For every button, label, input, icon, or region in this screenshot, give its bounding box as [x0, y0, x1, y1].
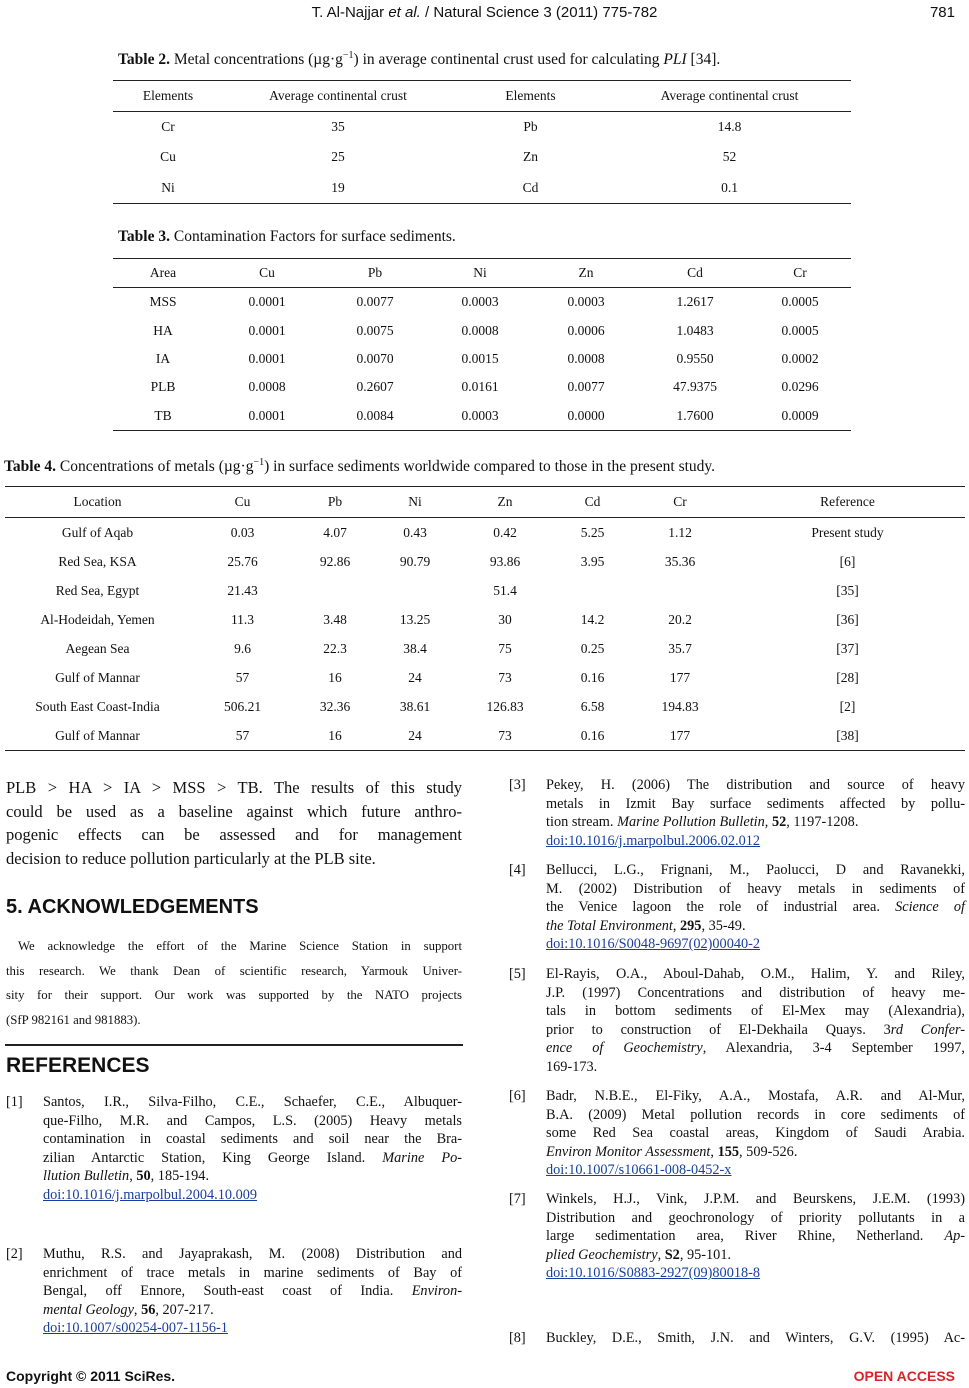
table2-caption: Table 2. Metal concentrations $(\mu g\cdot g^{-1})$ in average continental crust used for calculating PLI [34]. [118, 50, 721, 69]
table2 [113, 80, 851, 204]
table3-cell: IA [155, 350, 171, 366]
table4-cell: 32.36 [319, 698, 351, 714]
table4-cell: Present study [811, 524, 884, 540]
table3-cell: 0.0001 [248, 322, 286, 338]
table4-cell: 5.25 [580, 524, 605, 540]
table4-header-cell: Reference [730, 487, 965, 518]
table4-cell: 38.4 [403, 640, 427, 656]
table4-cell [555, 576, 630, 605]
table3-cell: MSS [149, 294, 177, 310]
table3-cell: 1.0483 [676, 322, 714, 338]
table3-cell: 0.0001 [248, 350, 286, 366]
table4-cell: 57 [235, 669, 250, 685]
table2-row [113, 173, 851, 204]
table4-cell: 20.2 [668, 611, 692, 627]
table4-cell: Red Sea, KSA [58, 553, 137, 569]
reference-3-doi-link[interactable]: doi:10.1016/j.marpolbul.2006.02.012 [546, 832, 761, 849]
reference-3: [3] Pekey, H. (2006) The distribution and source of heavy metals in Izmit Bay surface sediments affected by pollu- tion stream. Marine Pollution Bulletin, 52, 1197-1208. doi:10.1016/j.marpolbul.2006.02.012 [509, 777, 965, 849]
table4-cell: 126.83 [486, 698, 524, 714]
table3-cell: 0.0000 [531, 402, 641, 431]
table3-cell: 0.0005 [781, 294, 819, 310]
table4-row [5, 576, 965, 605]
table2-cell: Cd [453, 173, 608, 204]
table4-cell: 73 [455, 721, 555, 751]
table3-cell: 0.2607 [356, 379, 394, 395]
table3-cell: HA [153, 322, 173, 338]
reference-5: [5] El-Rayis, O.A., Aboul-Dahab, O.M., Halim, Y. and Riley, J.P. (1997) Concentrations and distribution of heavy me- tals in bottom sediments of El-Mex may (Alexandria), prior to construction of El-Dekhaila Quays. 3rd Confer- ence of Geochemistry, Alexandria, 3-4 September 1997, 169-173. [509, 966, 965, 1075]
reference-2: [2] Muthu, R.S. and Jayaprakash, M. (2008) Distribution and enrichment of trace metals in marine sediments of Bay of Bengal, off Ennore, South-east coast of India. Environ- mental Geology, 56, 207-217. doi:10.1007/s00254-007-1156-1 [6, 1246, 462, 1337]
table3-cell: 0.0005 [781, 322, 819, 338]
table2-cell: 35 [331, 119, 345, 135]
table4-cell: [36] [836, 611, 859, 627]
table4-cell: 75 [498, 640, 512, 656]
table4-cell: 16 [328, 669, 342, 685]
table2-header-cell: Elements [113, 81, 223, 112]
table4-cell: 35.36 [664, 553, 696, 569]
table4-cell: 0.43 [403, 524, 427, 540]
table4-row [5, 692, 965, 721]
table3-header-cell: Ni [429, 259, 531, 288]
ack-heading: 5. ACKNOWLEDGEMENTS [6, 896, 259, 918]
table3-header-cell: Cr [749, 259, 851, 288]
table4-cell: [38] [730, 721, 965, 751]
table4-cell: 0.25 [580, 640, 605, 656]
table3-cell: 1.7600 [641, 402, 749, 431]
reference-1: [1] Santos, I.R., Silva-Filho, C.E., Schaefer, C.E., Albuquer- que-Filho, M.R. and Campos, L.S. (2005) Heavy metals contamination in coastal sediments and soil near the Bra- zilian Antarctic Station, King George Island. Marine Po- llution Bulletin, 50, 185-194. doi:10.1016/j.marpolbul.2004.10.009 [6, 1094, 462, 1203]
table4-cell: 24 [408, 669, 422, 685]
table3 [113, 258, 851, 431]
table4-cell: 14.2 [580, 611, 605, 627]
table4-row [5, 547, 965, 576]
table3-cell: 0.0003 [461, 294, 499, 310]
table4-cell: 73 [498, 669, 512, 685]
table4-row [5, 634, 965, 663]
table4-cell: 3.95 [580, 553, 605, 569]
table3-cell: 0.0084 [321, 402, 429, 431]
table4-row [5, 518, 965, 548]
table4-row [5, 605, 965, 634]
table4-row [5, 663, 965, 692]
table3-cell: 0.0002 [781, 350, 819, 366]
table2-cell: Zn [523, 149, 538, 165]
table3-cell: 0.0009 [749, 402, 851, 431]
table4-cell: [6] [839, 553, 856, 569]
table4-cell: 13.25 [399, 611, 431, 627]
table3-cell: 0.0077 [356, 294, 394, 310]
table4-cell: 0.42 [493, 524, 517, 540]
open-access-label: OPEN ACCESS [853, 1368, 955, 1384]
table3-cell: 0.9550 [676, 350, 714, 366]
table4-cell: South East Coast-India [35, 698, 160, 714]
table3-cell: 0.0015 [461, 350, 499, 366]
table4-cell: 11.3 [230, 611, 255, 627]
running-title: T. Al-Najjar et al. / Natural Science 3 (2011) 775-782 [311, 4, 658, 21]
table2-cell: Cr [161, 119, 175, 135]
table3-cell: TB [113, 402, 213, 431]
table4-cell: 92.86 [319, 553, 351, 569]
table4-cell: 22.3 [323, 640, 347, 656]
running-header [0, 4, 969, 24]
table2-row [113, 142, 851, 172]
table4-cell: 51.4 [493, 582, 517, 598]
table4-cell: 0.16 [555, 721, 630, 751]
table4-header-cell: Zn [455, 487, 555, 518]
table2-cell: 25 [331, 149, 345, 165]
table4-cell: 21.43 [227, 582, 258, 598]
table3-cell: 0.0161 [461, 379, 499, 395]
table3-header-cell: Zn [531, 259, 641, 288]
table4-cell: 177 [669, 669, 691, 685]
table2-cell: Pb [523, 119, 538, 135]
table4-cell: 0.16 [580, 669, 605, 685]
table4-cell: 93.86 [489, 553, 521, 569]
copyright-footer: Copyright © 2011 SciRes. [6, 1368, 176, 1384]
table3-cell: 0.0001 [213, 402, 321, 431]
table3-row [113, 316, 851, 344]
table4-cell: 35.7 [668, 640, 692, 656]
section-divider [5, 1044, 463, 1046]
table3-row [113, 345, 851, 373]
table4-cell: 0.03 [230, 524, 255, 540]
table3-header-cell: Cu [213, 259, 321, 288]
table4-cell: [28] [836, 669, 859, 685]
reference-4-doi-link[interactable]: doi:10.1016/S0048-9697(02)00040-2 [546, 936, 761, 953]
table4-row [5, 721, 965, 751]
table4-caption: Table 4. Concentrations of metals $(\mu g\cdot g^{-1})$ in surface sediments worldwide compared to those in the present study. [4, 457, 716, 476]
reference-6: [6] Badr, N.B.E., El-Fiky, A.A., Mostafa, A.R. and Al-Mur, B.A. (2009) Metal pollution records in core sediments of some Red Sea coastal areas, Kingdom of Saudi Arabia. Environ Monitor Assessment, 155, 509-526. doi:10.1007/s10661-008-0452-x [509, 1088, 965, 1179]
table4-cell: 6.58 [580, 698, 605, 714]
table2-cell: 19 [223, 173, 453, 204]
table3-cell: 0.0006 [567, 322, 605, 338]
reference-4: [4] Bellucci, L.G., Frignani, M., Paolucci, D and Ravanekki, M. (2002) Distribution of heavy metals in sediments of the Venice lagoon the role of industrial area. Science of the Total Environment, 295, 35-49. doi:10.1016/S0048-9697(02)00040-2 [509, 862, 965, 953]
table4-cell: 38.61 [399, 698, 431, 714]
table3-row [113, 288, 851, 317]
table4-cell: 90.79 [399, 553, 431, 569]
table4-cell: 177 [630, 721, 730, 751]
table4-cell [375, 576, 455, 605]
references-heading: REFERENCES [6, 1054, 150, 1077]
table3-row [113, 373, 851, 401]
table3-cell: 0.0296 [781, 379, 819, 395]
table4 [5, 486, 965, 751]
table2-cell: 0.1 [608, 173, 851, 204]
table3-cell: 0.0008 [567, 350, 605, 366]
table4-cell: 1.12 [668, 524, 692, 540]
reference-7: [7] Winkels, H.J., Vink, J.P.M. and Beurskens, J.E.M. (1993) Distribution and geochronology of priority pollutants in a large sedimentation area, River Rhine, Netherland. Ap- plied Geochemistry, S2, 95-101. doi:10.1016/S0883-2927(09)80018-8 [509, 1191, 965, 1282]
ack-paragraph: We acknowledge the effort of the Marine Science Station in support this research. We thank Dean of scientific research, Yarmouk Univer- sity for their support. Our work was supported by the NATO projects (SfP 982161 and 981883). [6, 939, 462, 1027]
reference-8: [8] Buckley, D.E., Smith, J.N. and Winters, G.V. (1995) Ac- [509, 1330, 965, 1346]
table2-cell: Cu [160, 149, 176, 165]
table2-header-cell: Average continental crust [223, 81, 453, 112]
table4-header-cell: Cd [555, 487, 630, 518]
table4-cell: 24 [375, 721, 455, 751]
table4-cell: [35] [836, 582, 859, 598]
conclusion-paragraph: PLB > HA > IA > MSS > TB. The results of this study could be used as a baseline against which future anthro- pogenic effects can be assessed and for management decision to reduce pollution particularly at the PLB site. [6, 778, 462, 868]
table4-header-cell: Pb [295, 487, 375, 518]
table3-cell: 0.0003 [567, 294, 605, 310]
reference-6-doi-link[interactable]: doi:10.1007/s10661-008-0452-x [546, 1162, 732, 1179]
table2-header-cell: Average continental crust [608, 81, 851, 112]
table3-cell: 47.9375 [673, 379, 717, 395]
table4-cell: Al-Hodeidah, Yemen [40, 611, 155, 627]
table4-cell: 506.21 [223, 698, 262, 714]
table2-cell: 52 [722, 149, 737, 165]
table4-cell: [2] [839, 698, 856, 714]
table4-cell: Gulf of Aqab [61, 524, 134, 540]
table4-cell: Aegean Sea [65, 640, 130, 656]
table4-cell: [37] [836, 640, 859, 656]
table3-cell: 0.0003 [429, 402, 531, 431]
table4-cell: Gulf of Mannar [5, 721, 190, 751]
table3-cell: 0.0008 [248, 379, 286, 395]
table3-caption: Table 3. Contamination Factors for surface sediments. [118, 228, 456, 245]
table4-cell: 4.07 [323, 524, 347, 540]
table4-header-cell: Cu [190, 487, 295, 518]
table3-header-cell: Pb [321, 259, 429, 288]
table4-header-cell: Cr [630, 487, 730, 518]
page-number: 781 [929, 4, 955, 21]
reference-1-doi-link[interactable]: doi:10.1016/j.marpolbul.2004.10.009 [43, 1186, 258, 1203]
table2-row [113, 112, 851, 143]
table4-cell: 25.76 [227, 553, 258, 569]
table4-cell: 194.83 [661, 698, 699, 714]
table4-cell [630, 576, 730, 605]
table3-cell: 0.0077 [567, 379, 605, 395]
reference-2-doi-link[interactable]: doi:10.1007/s00254-007-1156-1 [43, 1320, 228, 1337]
reference-7-doi-link[interactable]: doi:10.1016/S0883-2927(09)80018-8 [546, 1265, 761, 1282]
table3-row [113, 402, 851, 431]
table4-cell: 30 [498, 611, 512, 627]
table4-cell: Red Sea, Egypt [55, 582, 140, 598]
table4-cell: 3.48 [323, 611, 347, 627]
table3-cell: 0.0001 [248, 294, 286, 310]
table4-cell: Gulf of Mannar [55, 669, 140, 685]
table3-cell: 0.0070 [356, 350, 394, 366]
table3-cell: 0.0075 [356, 322, 394, 338]
table3-cell: PLB [150, 379, 176, 395]
table3-cell: 1.2617 [676, 294, 714, 310]
table4-cell [295, 576, 375, 605]
table2-cell: 14.8 [717, 119, 742, 135]
table4-header-cell: Ni [375, 487, 455, 518]
table4-cell: 9.6 [234, 640, 251, 656]
table2-header-cell: Elements [453, 81, 608, 112]
table4-cell: 16 [295, 721, 375, 751]
table3-cell: 0.0008 [461, 322, 499, 338]
table3-header-cell: Area [113, 259, 213, 288]
table4-cell: 57 [190, 721, 295, 751]
table2-cell: Ni [113, 173, 223, 204]
table3-header-cell: Cd [641, 259, 749, 288]
table4-header-cell: Location [5, 487, 190, 518]
